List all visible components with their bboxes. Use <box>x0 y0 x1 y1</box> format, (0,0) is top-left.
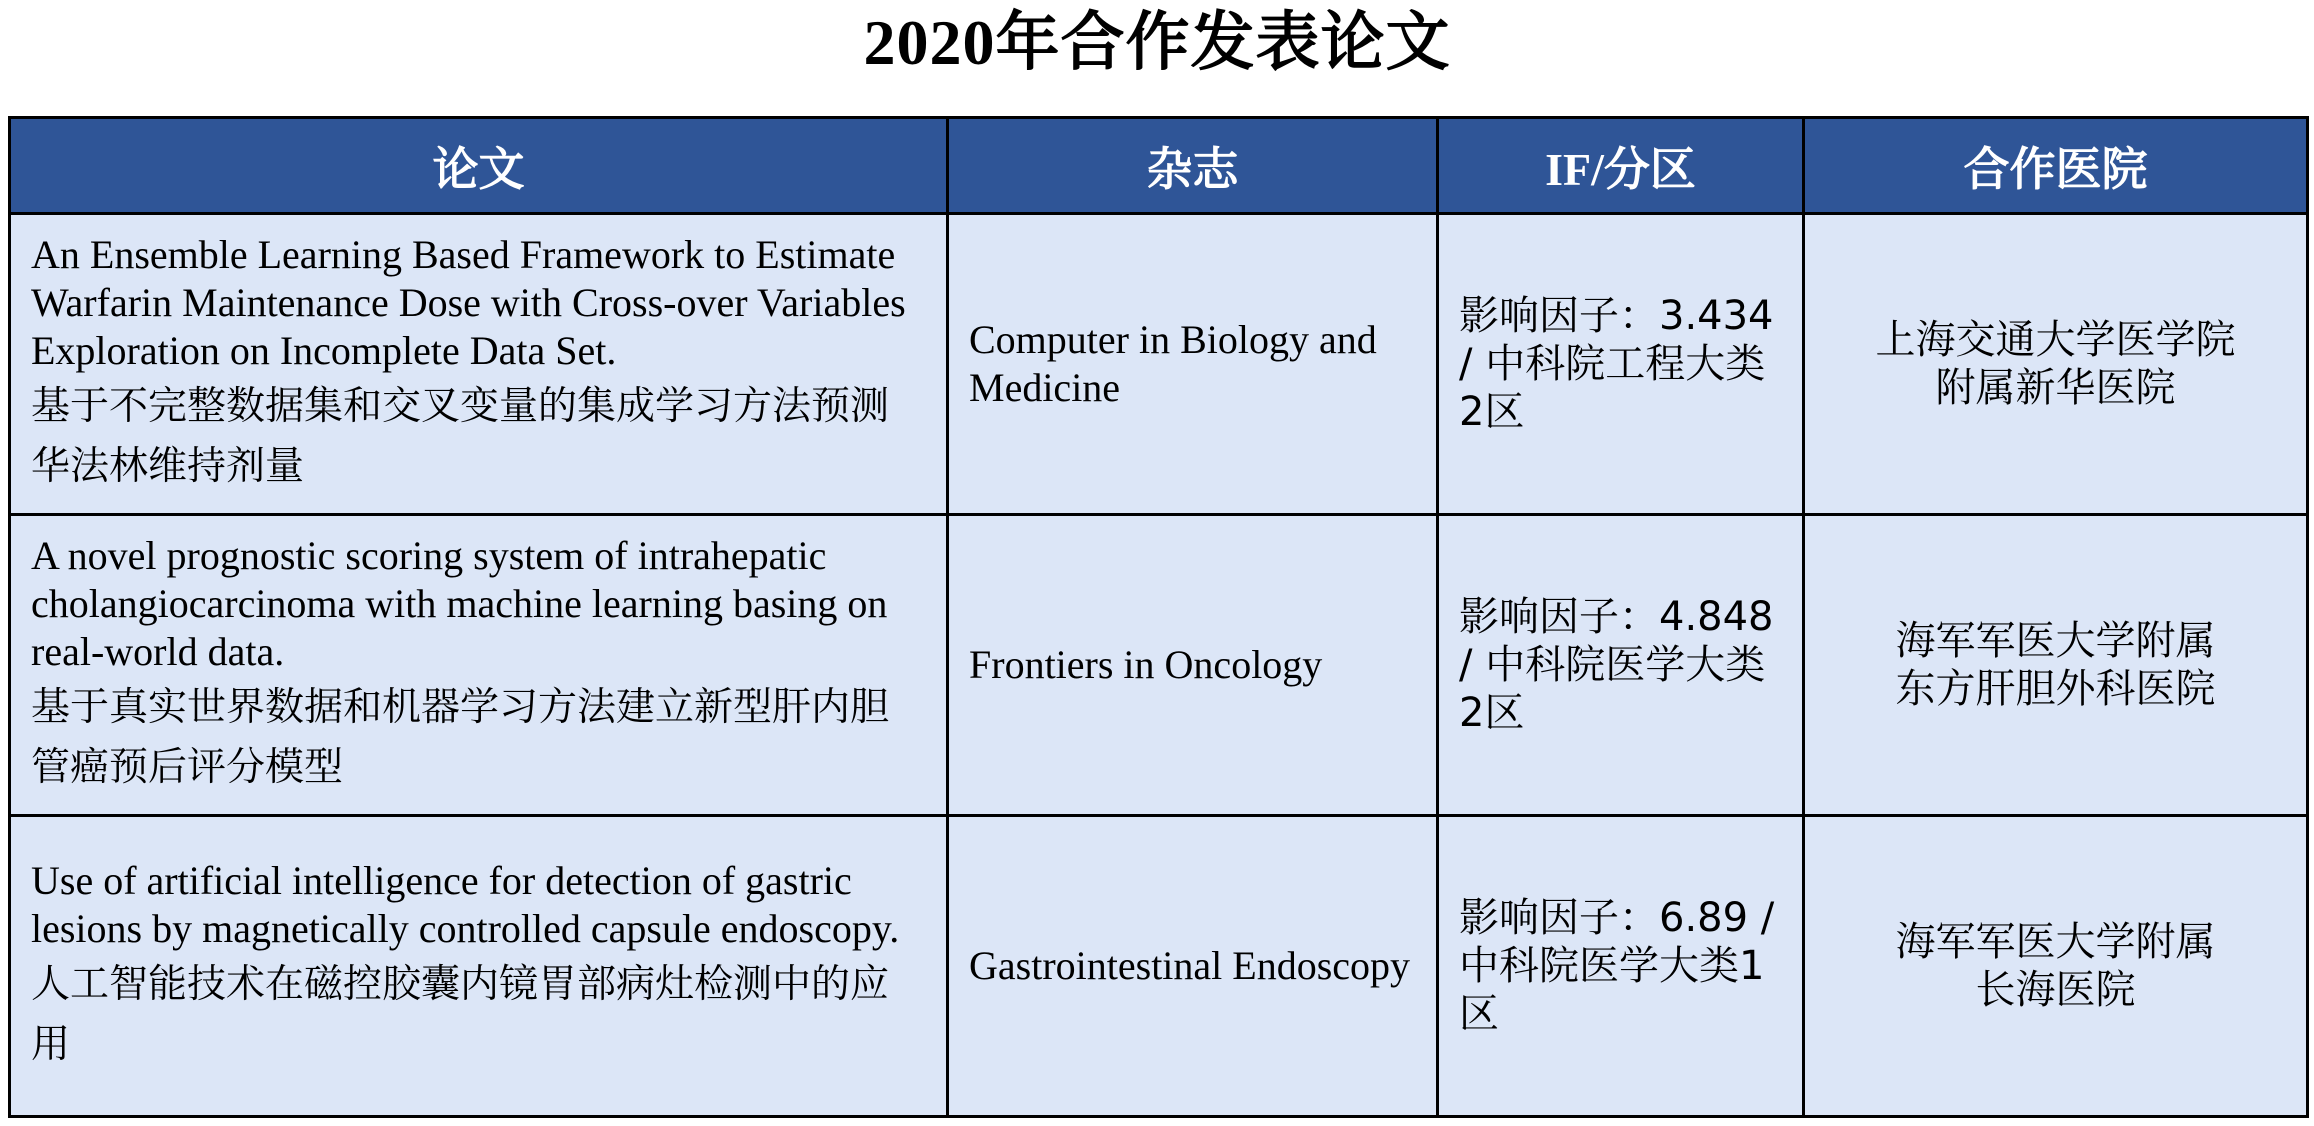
table-row <box>10 214 2308 515</box>
if-zone-cell: 影响因子：6.89 / 中科院医学大类1区 <box>1438 816 1804 1117</box>
header-if-zone: IF/分区 <box>1438 118 1804 214</box>
hospital-line: 附属新华医院 <box>1935 365 2176 411</box>
header-journal: 杂志 <box>948 118 1438 214</box>
table-row <box>10 515 2308 816</box>
paper-title-en: An Ensemble Learning Based Framework to Estimate Warfarin Maintenance Dose with Cross-over Variables Exploration on Incomplete Data Set. <box>31 232 906 373</box>
hospital-cell <box>1804 515 2308 816</box>
header-paper: 论文 <box>10 118 948 214</box>
hospital-cell <box>1804 816 2308 1117</box>
paper-title-en: A novel prognostic scoring system of intrahepatic cholangiocarcinoma with machine learning basing on real-world data. <box>31 533 888 674</box>
journal-cell: Computer in Biology and Medicine <box>948 214 1438 515</box>
hospital-line: 东方肝胆外科医院 <box>1895 666 2216 712</box>
hospital-line: 海军军医大学附属 <box>1895 618 2216 664</box>
paper-title-zh: 基于不完整数据集和交叉变量的集成学习方法预测华法林维持剂量 <box>31 384 890 489</box>
paper-title-zh: 人工智能技术在磁控胶囊内镜胃部病灶检测中的应用 <box>31 962 890 1067</box>
paper-title-zh: 基于真实世界数据和机器学习方法建立新型肝内胆管癌预后评分模型 <box>31 685 890 790</box>
journal-cell: Frontiers in Oncology <box>948 515 1438 816</box>
hospital-cell <box>1804 214 2308 515</box>
page-title: 2020年合作发表论文 <box>863 7 1451 78</box>
paper-cell <box>10 816 948 1117</box>
if-zone-cell: 影响因子：3.434 / 中科院工程大类2区 <box>1438 214 1804 515</box>
hospital-line: 上海交通大学医学院 <box>1875 317 2236 363</box>
hospital-line: 长海医院 <box>1975 967 2136 1013</box>
journal-cell: Gastrointestinal Endoscopy <box>948 816 1438 1117</box>
table-row <box>10 816 2308 1117</box>
paper-cell <box>10 515 948 816</box>
hospital-line: 海军军医大学附属 <box>1895 919 2216 965</box>
paper-cell <box>10 214 948 515</box>
table-header-row <box>10 118 2308 214</box>
paper-title-en: Use of artificial intelligence for detection of gastric lesions by magnetically controlled capsule endoscopy. <box>31 858 900 951</box>
publications-table <box>8 116 2309 1118</box>
if-zone-cell: 影响因子：4.848 / 中科院医学大类2区 <box>1438 515 1804 816</box>
header-hospital: 合作医院 <box>1804 118 2308 214</box>
